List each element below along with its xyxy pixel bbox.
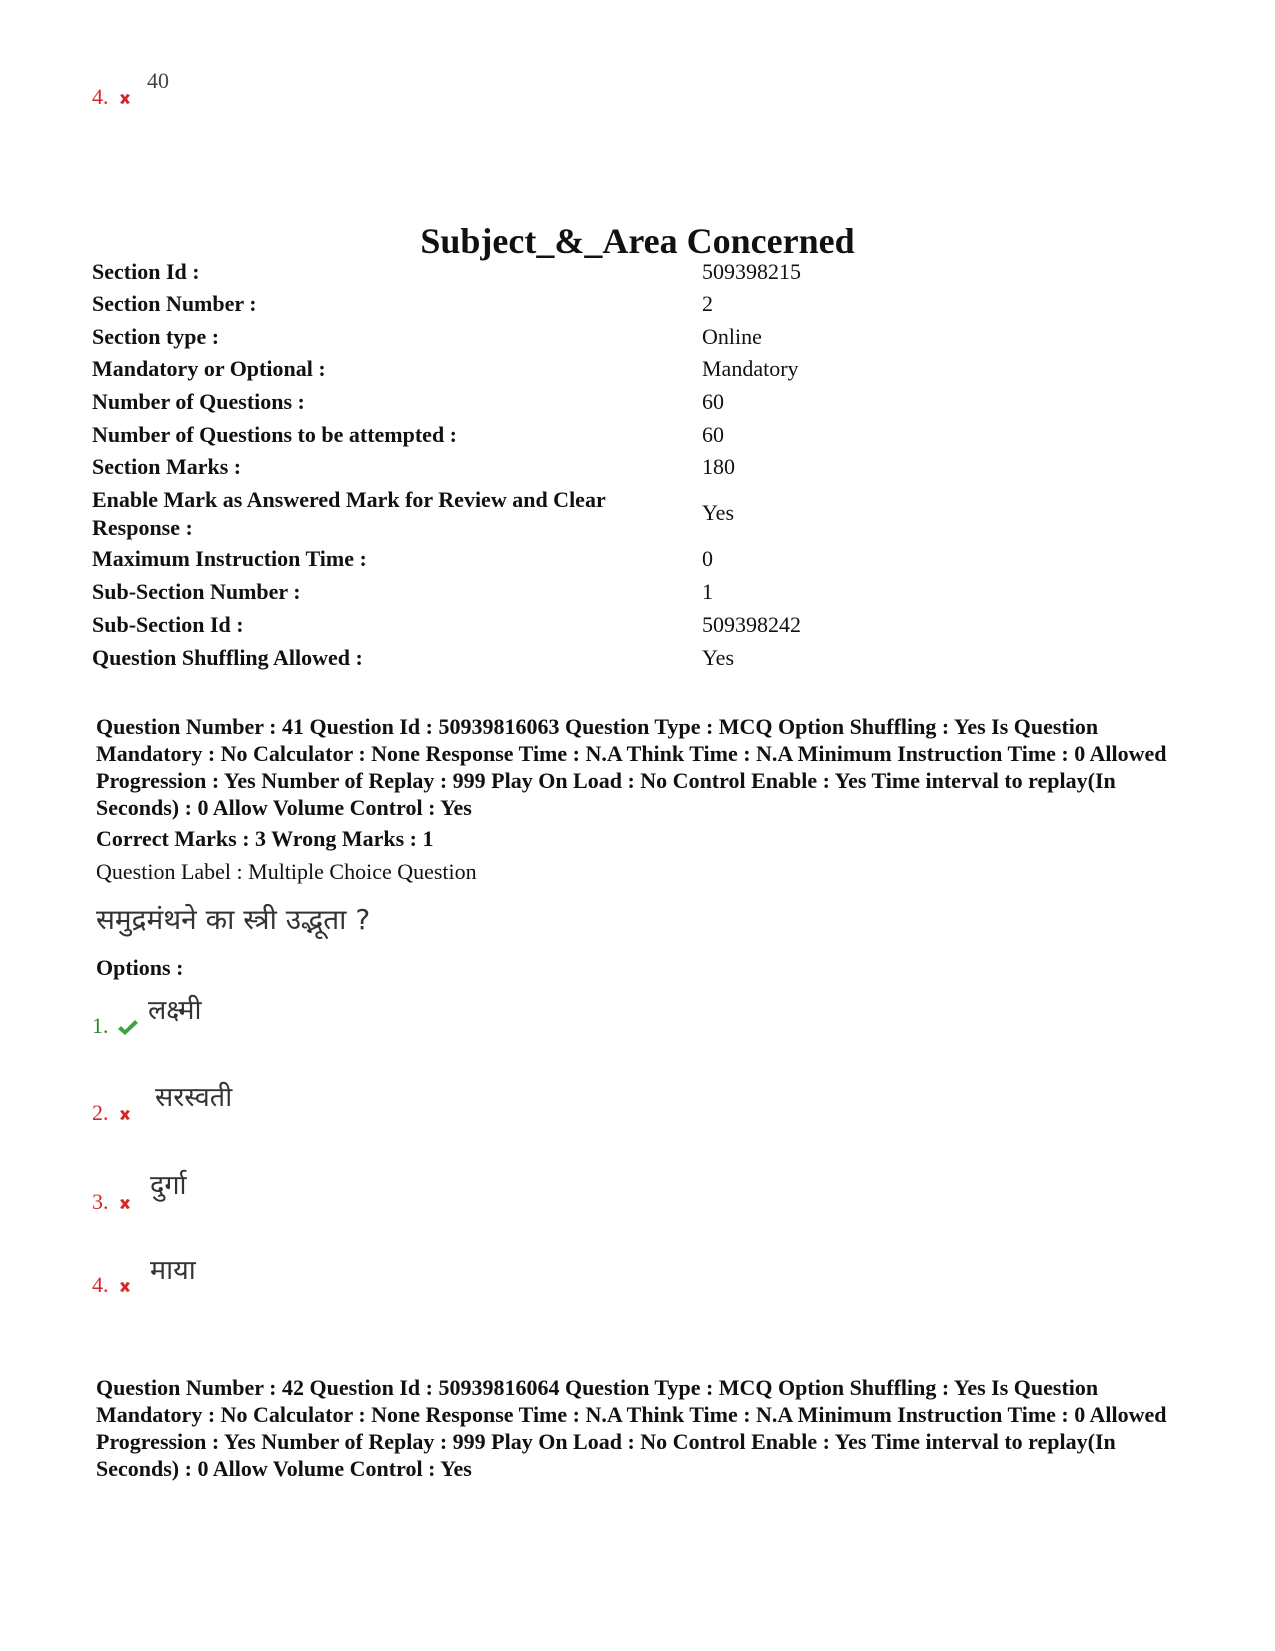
wrong-mark-icon	[117, 1279, 133, 1295]
wrong-mark-icon	[117, 1107, 133, 1123]
question-41-meta: Question Number : 41 Question Id : 50939816063 Question Type : MCQ Option Shuffling : Yes Is Question Mandatory : No Calculator : None Response Time : N.A Think Time : N.A Minimum Instruction Time : 0 Allowed Progression : Yes Number of Replay : 999 Play On Load : No Control Enable : Yes Time interval to replay(In Seconds) : 0 Allow Volume Control : Yes	[96, 714, 1167, 820]
options-heading: Options :	[96, 955, 184, 980]
info-value: 60	[702, 422, 724, 447]
option-3-number: 3.	[92, 1189, 133, 1215]
info-value: 180	[702, 454, 735, 479]
info-value: Yes	[702, 645, 735, 670]
info-label: Section Marks :	[92, 454, 242, 479]
info-label: Sub-Section Number :	[92, 579, 301, 604]
info-value: 509398242	[702, 612, 801, 637]
info-label: Number of Questions :	[92, 389, 305, 414]
option-4-text: माया	[150, 1255, 196, 1286]
info-label: Question Shuffling Allowed :	[92, 645, 363, 670]
question-41-label: Question Label : Multiple Choice Question	[96, 859, 477, 884]
info-value: 0	[702, 546, 713, 571]
info-label: Maximum Instruction Time :	[92, 546, 367, 571]
info-label: Section type :	[92, 324, 220, 349]
info-label: Section Id :	[92, 259, 200, 284]
info-value: 60	[702, 389, 724, 414]
info-label: Section Number :	[92, 291, 257, 316]
info-label: Sub-Section Id :	[92, 612, 244, 637]
info-value: Yes	[702, 500, 735, 525]
info-label: Number of Questions to be attempted :	[92, 422, 458, 447]
section-title: Subject_&_Area Concerned	[420, 221, 855, 261]
option-3-text: दुर्गा	[150, 1170, 187, 1201]
info-label: Enable Mark as Answered Mark for Review and Clear Response :	[92, 487, 606, 540]
info-value: 1	[702, 579, 713, 604]
question-41-marks: Correct Marks : 3 Wrong Marks : 1	[96, 826, 434, 851]
info-value: Online	[702, 324, 762, 349]
info-value: Mandatory	[702, 356, 799, 381]
prev-option-4-text: 40	[147, 68, 169, 93]
info-value: 509398215	[702, 259, 801, 284]
wrong-mark-icon	[117, 1196, 133, 1212]
prev-option-4-number: 4.	[92, 84, 133, 110]
option-2-text: सरस्वती	[155, 1082, 233, 1113]
info-label: Mandatory or Optional :	[92, 356, 326, 381]
option-4-number: 4.	[92, 1272, 133, 1298]
option-1-number: 1.	[92, 1013, 139, 1039]
option-1-text: लक्ष्मी	[148, 995, 202, 1026]
info-value: 2	[702, 291, 713, 316]
option-2-number: 2.	[92, 1100, 133, 1126]
question-41-stem: समुद्रमंथने का स्त्री उद्भूता ?	[96, 903, 371, 936]
wrong-mark-icon	[117, 91, 133, 107]
question-42-meta: Question Number : 42 Question Id : 50939816064 Question Type : MCQ Option Shuffling : Yes Is Question Mandatory : No Calculator : None Response Time : N.A Think Time : N.A Minimum Instruction Time : 0 Allowed Progression : Yes Number of Replay : 999 Play On Load : No Control Enable : Yes Time interval to replay(In Seconds) : 0 Allow Volume Control : Yes	[96, 1375, 1167, 1481]
correct-check-icon	[117, 1019, 139, 1037]
